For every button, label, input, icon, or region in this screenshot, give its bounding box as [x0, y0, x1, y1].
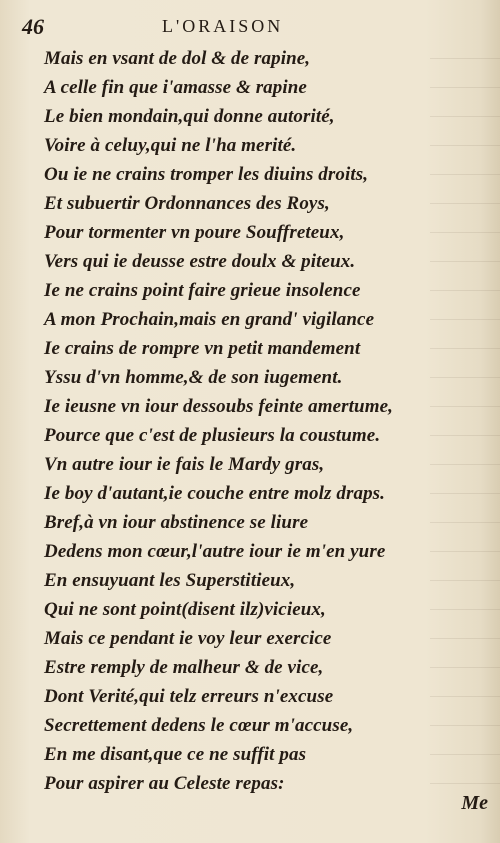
verse-line: Dedens mon cœur,l'autre iour ie m'en yure: [44, 541, 386, 562]
verse-line: Ie ne crains point faire grieue insolence: [44, 280, 361, 301]
verse-line: En me disant,que ce ne suffit pas: [44, 744, 307, 765]
verse-line: Ie ieusne vn iour dessoubs feinte amertume,: [44, 396, 393, 417]
running-title: L'ORAISON: [162, 16, 284, 36]
verse-line: Vn autre iour ie fais le Mardy gras,: [44, 454, 325, 475]
verse-line: Ie crains de rompre vn petit mandement: [44, 338, 361, 359]
verse-line: Bref,à vn iour abstinence se liure: [44, 512, 309, 533]
verse-line: Yssu d'vn homme,& de son iugement.: [44, 367, 343, 388]
verse-line: Secrettement dedens le cœur m'accuse,: [44, 715, 354, 736]
verse-line: Qui ne sont point(disent ilz)vicieux,: [44, 599, 326, 620]
verse-line: Ou ie ne crains tromper les diuins droits,: [44, 164, 369, 185]
verse-line: Et subuertir Ordonnances des Roys,: [44, 193, 330, 214]
verse-line: Estre remply de malheur & de vice,: [44, 657, 324, 678]
page-header: [22, 14, 478, 40]
verse-line: A mon Prochain,mais en grand' vigilance: [44, 309, 375, 330]
verse-line: Dont Verité,qui telz erreurs n'excuse: [44, 686, 334, 707]
verse-line: Mais en vsant de dol & de rapine,: [44, 48, 311, 69]
verse-line: Pour tormenter vn poure Souffreteux,: [44, 222, 345, 243]
verse-line: Pource que c'est de plusieurs la coustume.: [44, 425, 381, 446]
verse-line: En ensuyuant les Superstitieux,: [44, 570, 296, 591]
verse-line: Mais ce pendant ie voy leur exercice: [44, 628, 332, 649]
verse-line: A celle fin que i'amasse & rapine: [44, 77, 307, 98]
verse-line: Le bien mondain,qui donne autorité,: [44, 106, 335, 127]
catchword: Me: [461, 792, 488, 814]
verse-line: Voire à celuy,qui ne l'ha merité.: [44, 135, 297, 156]
verse-line: Pour aspirer au Celeste repas:: [44, 773, 285, 794]
verse-block: [44, 44, 474, 798]
verse-line: Vers qui ie deusse estre doulx & piteux.: [44, 251, 356, 272]
verse-line: Ie boy d'autant,ie couche entre molz draps.: [44, 483, 386, 504]
page-number: 46: [22, 14, 44, 39]
